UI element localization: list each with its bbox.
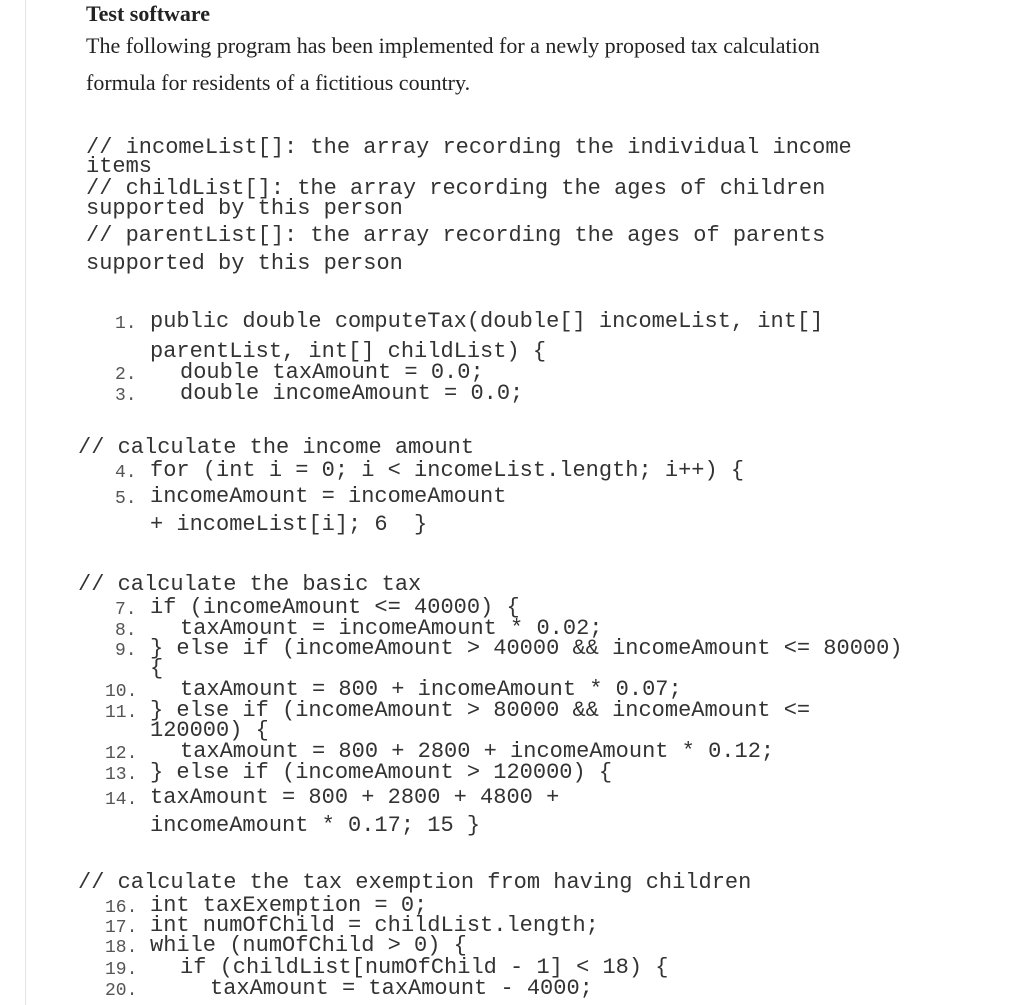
code-line-20: taxAmount = taxAmount - 4000;	[210, 976, 593, 1001]
code-line-5b: + incomeList[i]; 6 }	[150, 512, 428, 537]
line-number: 17.	[105, 918, 138, 938]
section-comment-income: // calculate the income amount	[78, 435, 475, 460]
code-line-9a: } else if (incomeAmount > 40000 && incomeAmount <= 80000)	[150, 636, 903, 661]
line-number: 14.	[105, 790, 138, 810]
line-number: 12.	[105, 744, 138, 764]
comment-child-list-cont: supported by this person	[86, 196, 403, 221]
line-number: 9.	[115, 641, 137, 661]
code-line-9b: {	[150, 656, 164, 681]
code-line-17: int numOfChild = childList.length;	[150, 913, 599, 938]
line-number: 10.	[105, 682, 138, 702]
code-line-14b: incomeAmount * 0.17; 15 }	[150, 813, 481, 838]
code-line-1a: public double computeTax(double[] incomeList, int[]	[150, 309, 824, 334]
intro-line-2: formula for residents of a fictitious country.	[86, 70, 471, 95]
line-number: 1.	[115, 314, 137, 334]
code-line-12: taxAmount = 800 + 2800 + incomeAmount * 0.12;	[180, 739, 775, 764]
code-line-2: double taxAmount = 0.0;	[180, 360, 484, 385]
code-line-18: while (numOfChild > 0) {	[150, 933, 467, 958]
line-number: 13.	[105, 765, 138, 785]
comment-income-list: // incomeList[]: the array recording the individual income	[86, 135, 852, 160]
code-line-11b: 120000) {	[150, 718, 269, 743]
comment-income-list-cont: items	[86, 154, 153, 179]
code-line-10: taxAmount = 800 + incomeAmount * 0.07;	[180, 677, 682, 702]
line-number: 16.	[105, 898, 138, 918]
comment-parent-list: // parentList[]: the array recording the ages of parents	[86, 223, 826, 248]
intro-line-1: The following program has been implemented for a newly proposed tax calculation	[86, 33, 820, 58]
line-number: 19.	[105, 960, 138, 980]
line-number: 2.	[115, 365, 137, 385]
code-line-1b: parentList, int[] childList) {	[150, 339, 547, 364]
comment-child-list: // childList[]: the array recording the ages of children	[86, 176, 826, 201]
line-number: 20.	[105, 981, 138, 1001]
line-number: 5.	[115, 489, 137, 509]
section-comment-basic-tax: // calculate the basic tax	[78, 572, 422, 597]
line-number: 3.	[115, 386, 137, 406]
comment-parent-list-cont: supported by this person	[86, 251, 403, 276]
section-comment-exemption: // calculate the tax exemption from having children	[78, 870, 752, 895]
code-line-13: } else if (incomeAmount > 120000) {	[150, 760, 613, 785]
line-number: 8.	[115, 621, 137, 641]
page-title: Test software	[86, 1, 211, 26]
code-line-11a: } else if (incomeAmount > 80000 && incomeAmount <=	[150, 698, 811, 723]
left-margin-rule	[25, 0, 26, 1005]
line-number: 11.	[105, 703, 138, 723]
code-line-4: for (int i = 0; i < incomeList.length; i++) {	[150, 458, 745, 483]
line-number: 7.	[115, 600, 137, 620]
code-line-7: if (incomeAmount <= 40000) {	[150, 595, 520, 620]
code-line-16: int taxExemption = 0;	[150, 893, 428, 918]
line-number: 4.	[115, 463, 137, 483]
code-line-14a: taxAmount = 800 + 2800 + 4800 +	[150, 785, 560, 810]
line-number: 18.	[105, 938, 138, 958]
code-line-8: taxAmount = incomeAmount * 0.02;	[180, 616, 603, 641]
code-line-19: if (childList[numOfChild - 1] < 18) {	[180, 955, 669, 980]
code-line-3: double incomeAmount = 0.0;	[180, 381, 524, 406]
code-line-5a: incomeAmount = incomeAmount	[150, 484, 507, 509]
